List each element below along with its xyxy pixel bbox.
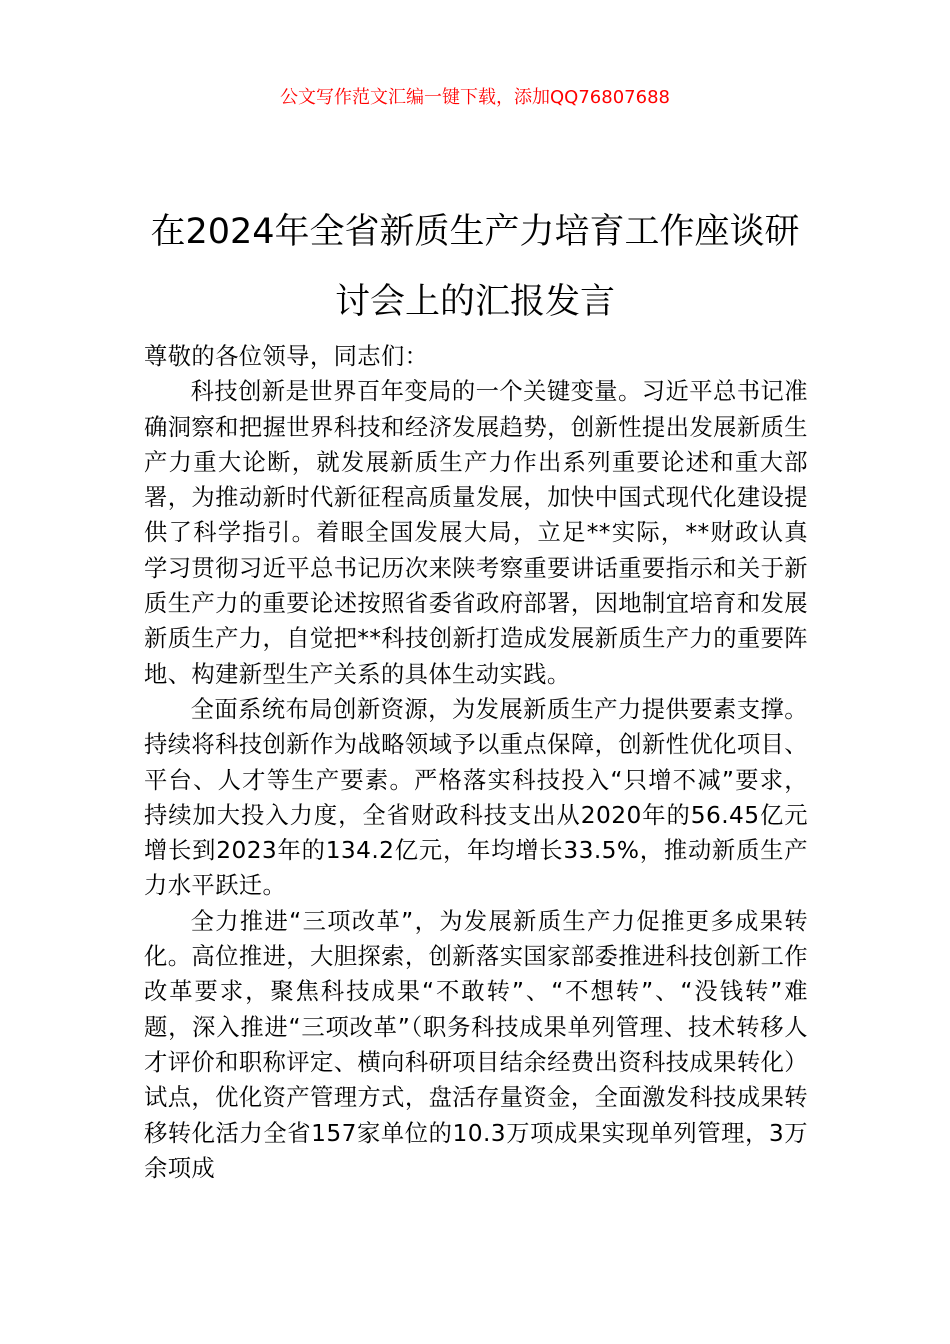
body-paragraph: 科技创新是世界百年变局的一个关键变量。习近平总书记准确洞察和把握世界科技和经济发展趋势，创新性提出发展新质生产力重大论断，就发展新质生产力作出系列重要论述和重大部署，为推动新时代新征程高质量发展，加快中国式现代化建设提供了科学指引。着眼全国发展大局，立足**实际，**财政认真学习贯彻习近平总书记历次来陕考察重要讲话重要指示和关于新质生产力的重要论述按照省委省政府部署，因地制宜培育和发展新质生产力，自觉把**科技创新打造成发展新质生产力的重要阵地、构建新型生产关系的具体生动实践。 bbox=[144, 378, 808, 688]
document-title: 在2024年全省新质生产力培育工作座谈研讨会上的汇报发言 bbox=[150, 212, 800, 323]
download-banner: 公文写作范文汇编一键下载，添加QQ76807688 bbox=[280, 87, 670, 108]
body-paragraph: 全面系统布局创新资源，为发展新质生产力提供要素支撑。持续将科技创新作为战略领域予以重点保障，创新性优化项目、平台、人才等生产要素。严格落实科技投入“只增不减”要求，持续加大投入力度，全省财政科技支出从2020年的56.45亿元增长到2023年的134.2亿元，年均增长33.5%，推动新质生产力水平跃迁。 bbox=[144, 695, 808, 900]
body-paragraph: 全力推进“三项改革”，为发展新质生产力促推更多成果转化。高位推进，大胆探索，创新落实国家部委推进科技创新工作改革要求，聚焦科技成果“不敢转”、“不想转”、“没钱转”难题，深入推进“三项改革”（职务科技成果单列管理、技术转移人才评价和职称评定、横向科研项目结余经费出资科技成果转化）试点，优化资产管理方式，盘活存量资金，全面激发科技成果转移转化活力全省157家单位的10.3万项成果实现单列管理，3万余项成 bbox=[144, 907, 808, 1182]
salutation: 尊敬的各位领导，同志们： bbox=[144, 343, 429, 370]
document-body bbox=[144, 339, 808, 1186]
